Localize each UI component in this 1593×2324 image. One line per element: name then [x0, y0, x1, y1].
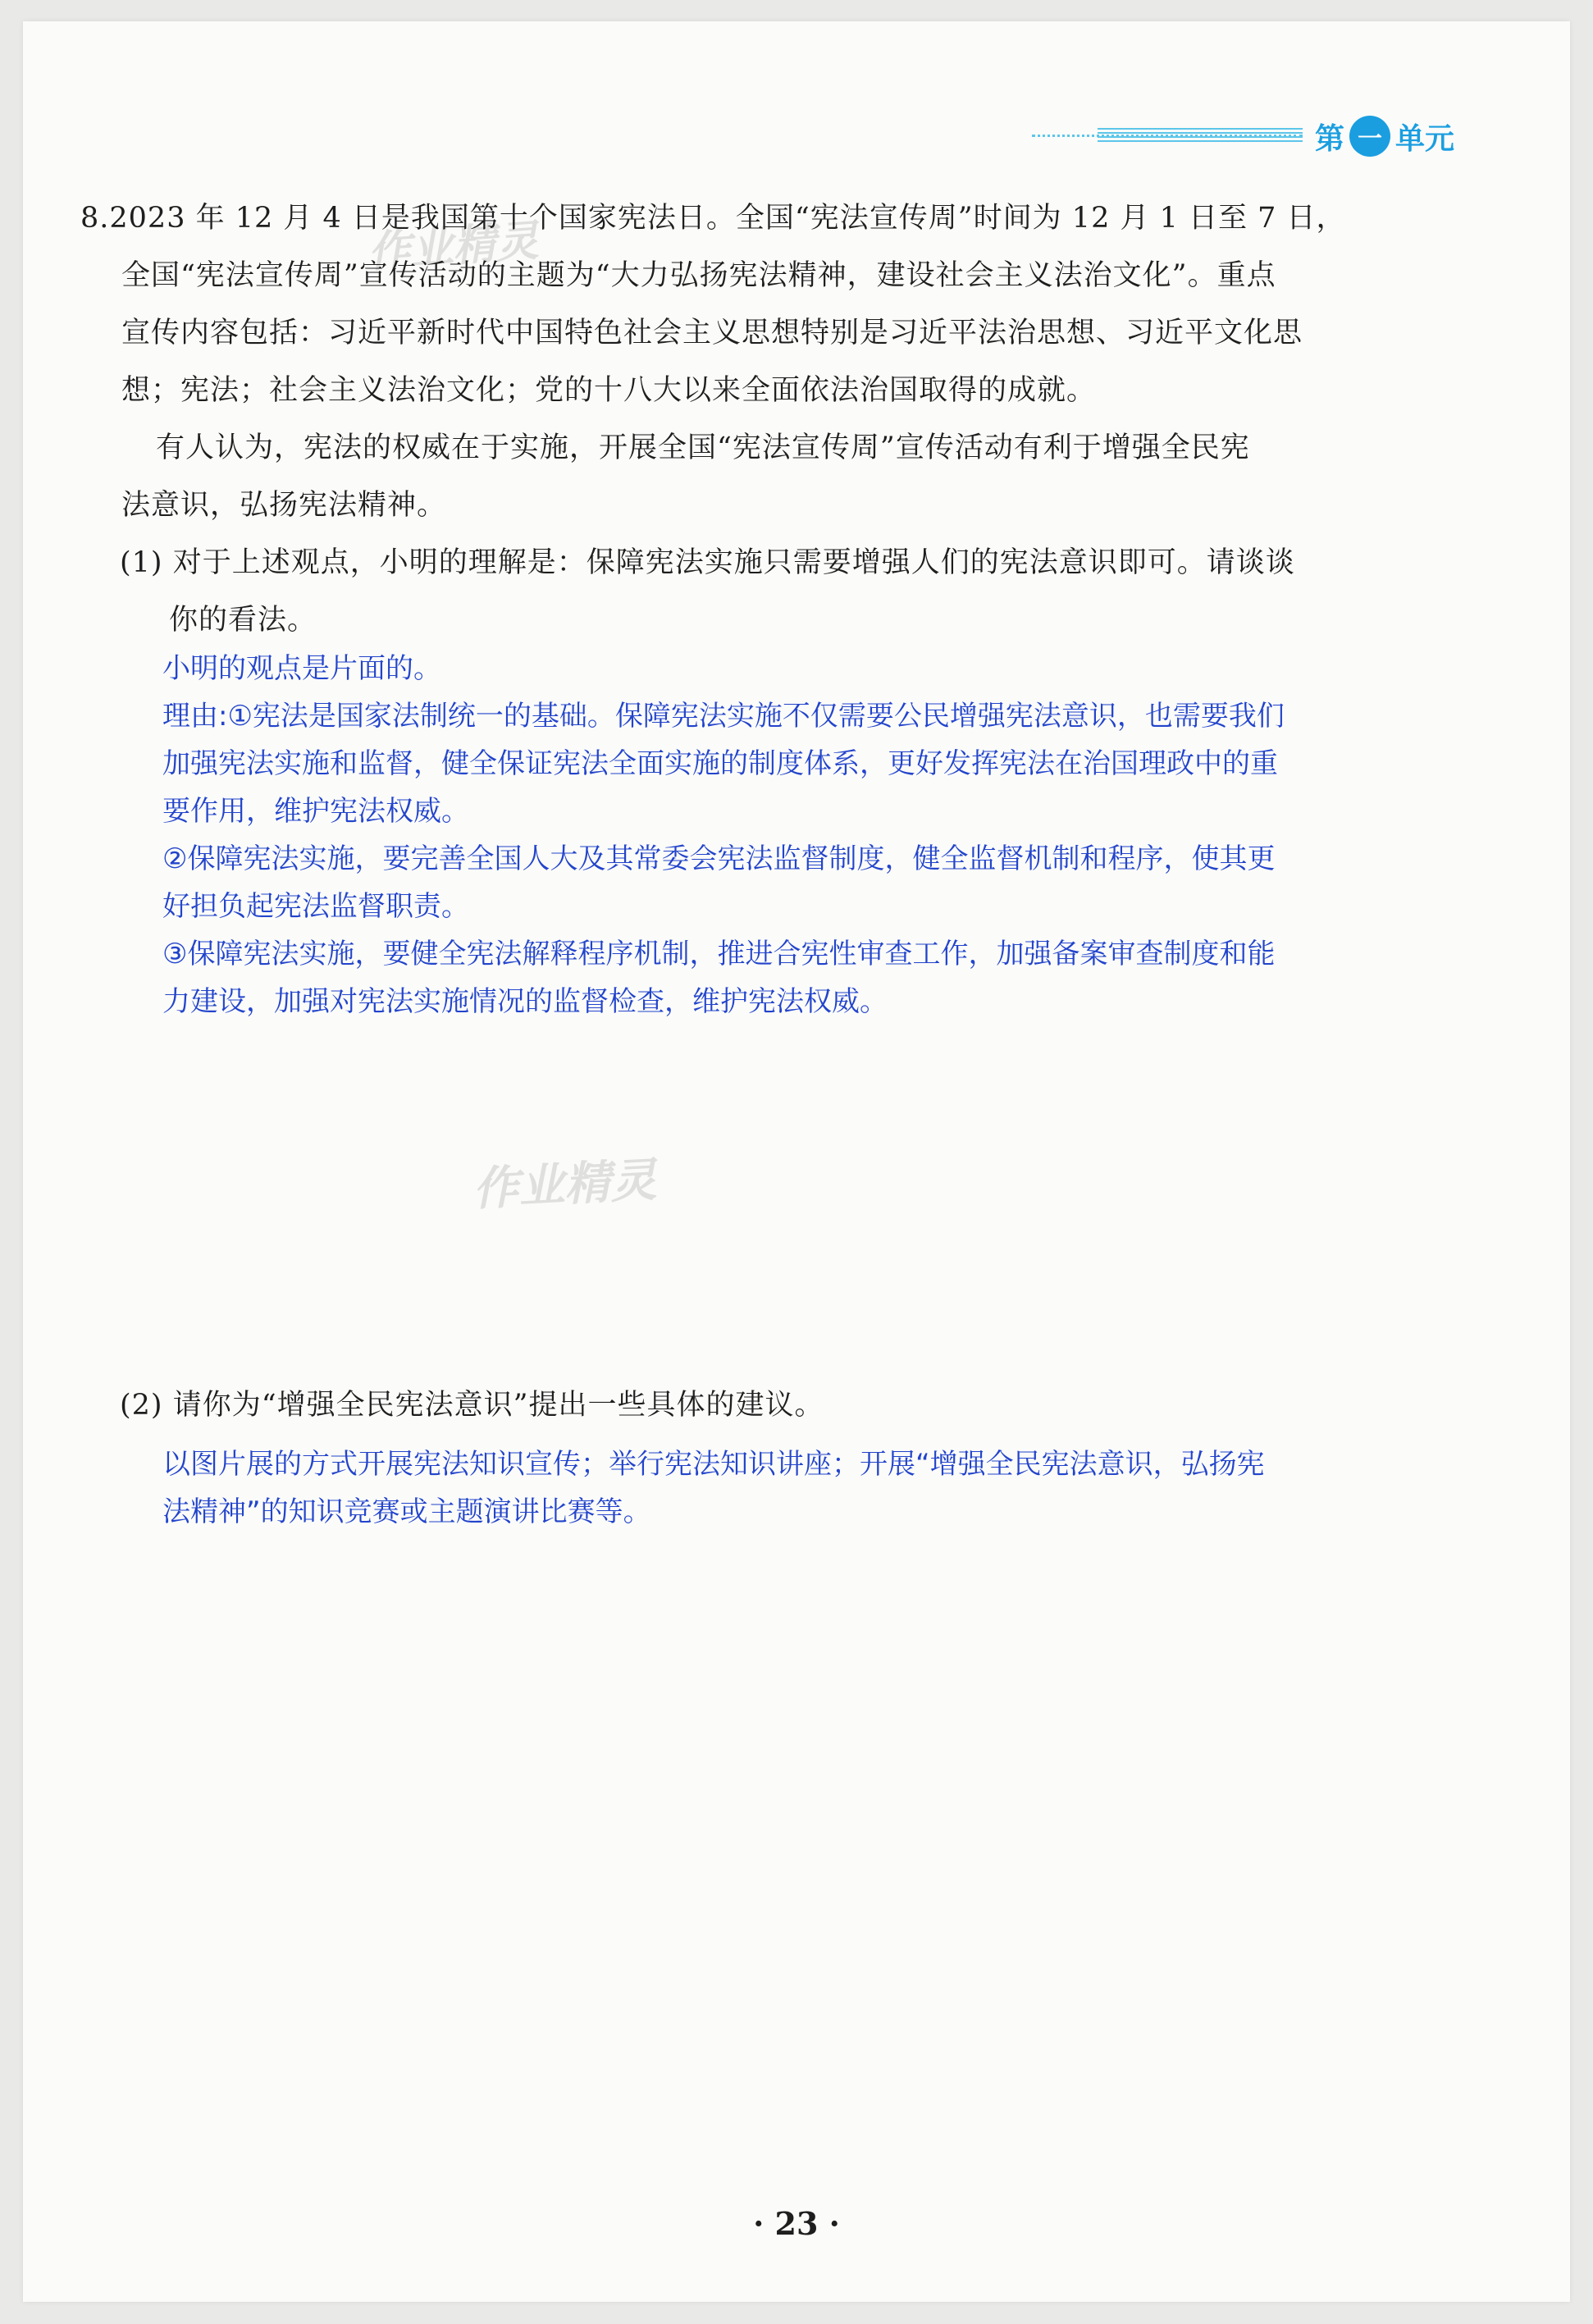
- answer-line: 以图片展的方式开展宪法知识宣传；举行宪法知识讲座；开展“增强全民宪法意识，弘扬宪: [162, 1448, 1265, 1481]
- answer-1: [162, 645, 1516, 1025]
- unit-suffix: 单元: [1395, 121, 1455, 156]
- answer-2: [162, 1441, 1516, 1536]
- answer-line: ③保障宪法实施，要健全宪法解释程序机制，推进合宪性审查工作，加强备案审查制度和能: [162, 938, 1276, 970]
- answer-line: 要作用，维护宪法权威。: [162, 795, 469, 828]
- answer-line: 小明的观点是片面的。: [162, 652, 441, 685]
- page-number: · 23 ·: [753, 2205, 840, 2242]
- header-stripe-lines: [1098, 128, 1303, 143]
- question-line: 有人认为，宪法的权威在于实施，开展全国“宪法宣传周”宣传活动有利于增强全民宪: [156, 431, 1250, 464]
- question-line: 法意识，弘扬宪法精神。: [121, 489, 447, 522]
- unit-number-badge: 一: [1349, 116, 1390, 157]
- document-page: [23, 21, 1570, 2302]
- answer-line: ②保障宪法实施，要完善全国人大及其常委会宪法监督制度，健全监督机制和程序，使其更: [162, 842, 1276, 875]
- question-line: 想；宪法；社会主义法治文化；党的十八大以来全面依法治国取得的成就。: [121, 374, 1097, 407]
- question-line: 8.2023 年 12 月 4 日是我国第十个国家宪法日。全国“宪法宣传周”时间为 12 月 1 日至 7 日，: [80, 202, 1346, 235]
- unit-header: [1032, 110, 1491, 159]
- answer-line: 力建设，加强对宪法实施情况的监督检查，维护宪法权威。: [162, 985, 888, 1018]
- answer-line: 加强宪法实施和监督，健全保证宪法全面实施的制度体系，更好发挥宪法在治国理政中的重: [162, 747, 1278, 780]
- unit-prefix: 第: [1315, 121, 1345, 156]
- sub-question-1-cont: 你的看法。: [169, 604, 317, 637]
- answer-line: 法精神”的知识竞赛或主题演讲比赛等。: [162, 1495, 651, 1528]
- watermark-top: 作业精灵: [366, 216, 541, 278]
- watermark-middle: 作业精灵: [471, 1153, 658, 1217]
- answer-line: 好担负起宪法监督职责。: [162, 890, 469, 923]
- sub-question-2: (2) 请你为“增强全民宪法意识”提出一些具体的建议。: [120, 1389, 824, 1422]
- question-line: 全国“宪法宣传周”宣传活动的主题为“大力弘扬宪法精神，建设社会主义法治文化”。重点: [121, 259, 1276, 292]
- question-8: [80, 189, 1475, 649]
- sub-question-1: (1) 对于上述观点，小明的理解是：保障宪法实施只需要增强人们的宪法意识即可。请谈谈: [120, 546, 1295, 579]
- question-line: 宣传内容包括：习近平新时代中国特色社会主义思想特别是习近平法治思想、习近平文化思: [121, 317, 1303, 349]
- unit-label: [1315, 115, 1454, 158]
- question-8-part2: [121, 1377, 1475, 1434]
- answer-line: 理由:①宪法是国家法制统一的基础。保障宪法实施不仅需要公民增强宪法意识，也需要我们: [162, 700, 1285, 733]
